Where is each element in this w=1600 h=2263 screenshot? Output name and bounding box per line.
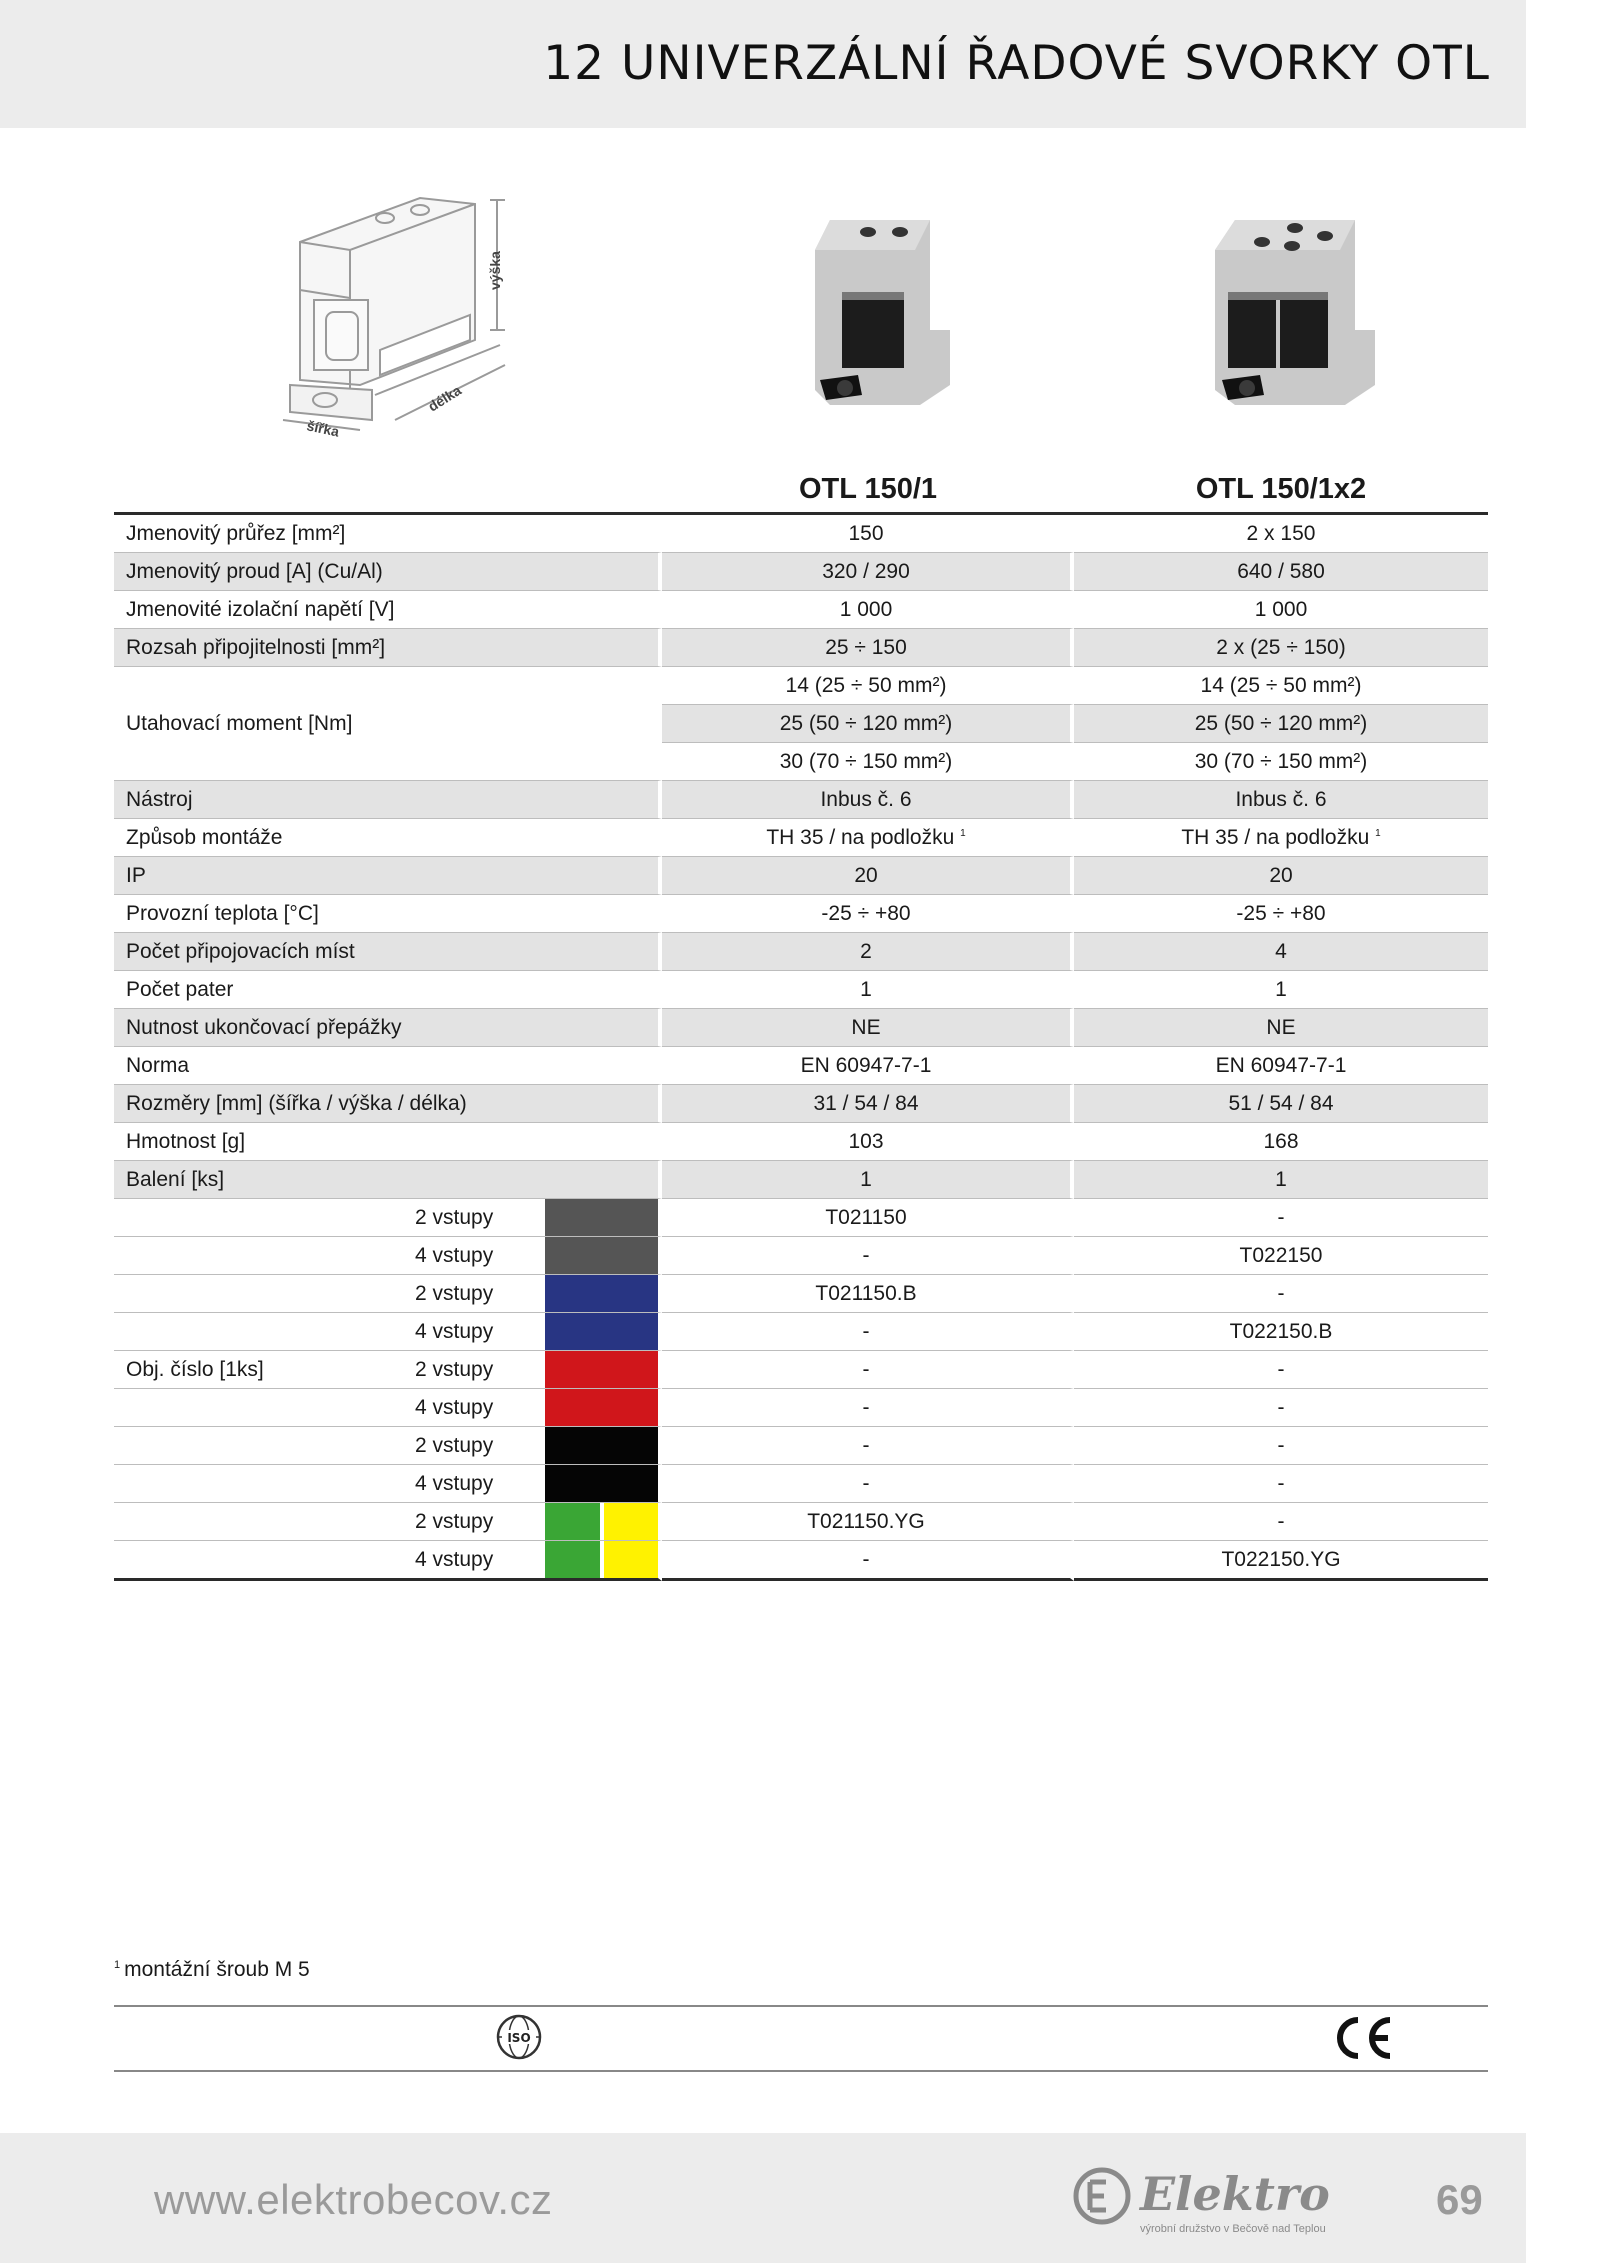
order-row xyxy=(114,1313,1488,1351)
column-header-otl-150-1: OTL 150/1 xyxy=(662,466,1074,515)
order-label xyxy=(114,1503,411,1540)
row-value-1: 20 xyxy=(662,857,1074,895)
order-label xyxy=(114,1541,411,1578)
row-value-2: 1 xyxy=(1074,1161,1488,1199)
row-value-2: 640 / 580 xyxy=(1074,553,1488,591)
row-value-1: 1 xyxy=(662,1161,1074,1199)
order-variant-cell xyxy=(114,1199,662,1237)
order-label xyxy=(114,1275,411,1312)
torque-value-1: 14 (25 ÷ 50 mm²) xyxy=(662,667,1074,705)
order-row xyxy=(114,1541,1488,1581)
order-label xyxy=(114,1389,411,1426)
row-label: Jmenovitý proud [A] (Cu/Al) xyxy=(114,553,662,591)
inputs-count: 2 vstupy xyxy=(415,1357,494,1381)
torque-value-1: 30 (70 ÷ 150 mm²) xyxy=(662,743,1074,781)
row-label: Způsob montáže xyxy=(114,819,662,857)
order-row xyxy=(114,1237,1488,1275)
row-value-1: 320 / 290 xyxy=(662,553,1074,591)
footnote-ref: 1 xyxy=(960,827,966,839)
row-value-2: Inbus č. 6 xyxy=(1074,781,1488,819)
order-label: Obj. číslo [1ks] xyxy=(126,1357,264,1381)
row-value-1: 31 / 54 / 84 xyxy=(662,1085,1074,1123)
order-variant-cell xyxy=(114,1389,662,1427)
label-width: šířka xyxy=(305,417,341,440)
row-value-2: 2 x (25 ÷ 150) xyxy=(1074,629,1488,667)
row-value-1: 2 xyxy=(662,933,1074,971)
color-swatch xyxy=(545,1313,658,1350)
row-label: Rozměry [mm] (šířka / výška / délka) xyxy=(114,1085,662,1123)
row-label: Norma xyxy=(114,1047,662,1085)
order-number-2: - xyxy=(1074,1351,1488,1389)
row-label: IP xyxy=(114,857,662,895)
order-label xyxy=(114,1465,411,1502)
order-number-2: - xyxy=(1074,1503,1488,1541)
product-photo-otl-150-1 xyxy=(815,220,950,405)
row-value-2: 1 000 xyxy=(1074,591,1488,629)
color-swatch xyxy=(545,1389,658,1426)
order-label xyxy=(114,1199,411,1236)
order-number-1: - xyxy=(662,1351,1074,1389)
dimension-drawing xyxy=(283,198,505,430)
row-label: Počet pater xyxy=(114,971,662,1009)
order-number-1: T021150.B xyxy=(662,1275,1074,1313)
order-number-1: - xyxy=(662,1427,1074,1465)
row-value-2: 20 xyxy=(1074,857,1488,895)
row-value-1: -25 ÷ +80 xyxy=(662,895,1074,933)
row-label: Hmotnost [g] xyxy=(114,1123,662,1161)
row-value-2 xyxy=(1074,819,1488,857)
order-number-2: - xyxy=(1074,1427,1488,1465)
torque-value-2: 14 (25 ÷ 50 mm²) xyxy=(1074,667,1488,705)
order-number-1: - xyxy=(662,1313,1074,1351)
row-value-1: 1 000 xyxy=(662,591,1074,629)
column-header-otl-150-1x2: OTL 150/1x2 xyxy=(1074,466,1488,515)
order-row xyxy=(114,1389,1488,1427)
order-label xyxy=(114,1427,411,1464)
inputs-count: 4 vstupy xyxy=(415,1395,494,1419)
color-swatch xyxy=(604,1541,659,1578)
order-number-2: - xyxy=(1074,1465,1488,1503)
order-variant-cell xyxy=(114,1313,662,1351)
torque-value-2: 30 (70 ÷ 150 mm²) xyxy=(1074,743,1488,781)
order-variant-cell xyxy=(114,1503,662,1541)
color-swatch xyxy=(545,1465,658,1502)
row-value-2: EN 60947-7-1 xyxy=(1074,1047,1488,1085)
color-swatch xyxy=(545,1503,604,1540)
color-swatch xyxy=(545,1237,658,1274)
order-number-2: T022150.B xyxy=(1074,1313,1488,1351)
page-number: 69 xyxy=(1436,2176,1483,2223)
row-value-1: 103 xyxy=(662,1123,1074,1161)
brand-tagline: výrobní družstvo v Bečově nad Teplou xyxy=(1140,2223,1326,2235)
order-number-2: - xyxy=(1074,1389,1488,1427)
inputs-count: 4 vstupy xyxy=(415,1547,494,1571)
row-label: Provozní teplota [°C] xyxy=(114,895,662,933)
row-label: Počet připojovacích míst xyxy=(114,933,662,971)
row-value-1: EN 60947-7-1 xyxy=(662,1047,1074,1085)
product-photo-otl-150-1x2 xyxy=(1215,220,1375,405)
order-number-1: T021150 xyxy=(662,1199,1074,1237)
color-swatch xyxy=(545,1275,658,1312)
order-row xyxy=(114,1427,1488,1465)
ce-mark-icon xyxy=(1328,2014,1396,2062)
order-number-1: T021150.YG xyxy=(662,1503,1074,1541)
color-swatch xyxy=(545,1199,658,1236)
order-label xyxy=(114,1313,411,1350)
iso-text: ISO xyxy=(507,2031,531,2045)
torque-value-2: 25 (50 ÷ 120 mm²) xyxy=(1074,705,1488,743)
order-variant-cell xyxy=(114,1351,662,1389)
footnote xyxy=(114,1958,310,1982)
row-value-2: 168 xyxy=(1074,1123,1488,1161)
color-swatch xyxy=(604,1503,659,1540)
row-value-1: Inbus č. 6 xyxy=(662,781,1074,819)
order-label xyxy=(114,1237,411,1274)
row-value-1: NE xyxy=(662,1009,1074,1047)
inputs-count: 4 vstupy xyxy=(415,1319,494,1343)
torque-label: Utahovací moment [Nm] xyxy=(114,667,662,781)
row-label: Rozsah připojitelnosti [mm²] xyxy=(114,629,662,667)
row-value-2: 1 xyxy=(1074,971,1488,1009)
row-value-1: 25 ÷ 150 xyxy=(662,629,1074,667)
order-number-1: - xyxy=(662,1389,1074,1427)
mount-text: TH 35 / na podložku xyxy=(766,825,955,849)
header-empty xyxy=(114,466,662,515)
cert-divider-top xyxy=(114,2005,1488,2007)
row-value-2: -25 ÷ +80 xyxy=(1074,895,1488,933)
order-variant-cell xyxy=(114,1541,662,1581)
order-number-2: T022150 xyxy=(1074,1237,1488,1275)
label-height: výška xyxy=(487,251,503,290)
color-swatch xyxy=(545,1541,604,1578)
order-row xyxy=(114,1465,1488,1503)
product-illustrations xyxy=(0,180,1600,480)
order-row xyxy=(114,1275,1488,1313)
row-value-1 xyxy=(662,819,1074,857)
inputs-count: 4 vstupy xyxy=(415,1243,494,1267)
order-variant-cell xyxy=(114,1427,662,1465)
order-number-1: - xyxy=(662,1465,1074,1503)
order-number-2: T022150.YG xyxy=(1074,1541,1488,1581)
mount-text: TH 35 / na podložku xyxy=(1181,825,1370,849)
footnote-ref: 1 xyxy=(1375,827,1381,839)
spec-table xyxy=(114,466,1488,1581)
inputs-count: 2 vstupy xyxy=(415,1281,494,1305)
order-variant-cell xyxy=(114,1237,662,1275)
label-length: délka xyxy=(425,381,464,415)
order-row xyxy=(114,1503,1488,1541)
color-swatch xyxy=(545,1427,658,1464)
inputs-count: 2 vstupy xyxy=(415,1433,494,1457)
elektro-brand-logo xyxy=(1068,2160,1378,2240)
order-variant-cell xyxy=(114,1275,662,1313)
row-label: Nutnost ukončovací přepážky xyxy=(114,1009,662,1047)
order-number-section xyxy=(114,1199,1488,1581)
torque-value-1: 25 (50 ÷ 120 mm²) xyxy=(662,705,1074,743)
footnote-text: montážní šroub M 5 xyxy=(124,1958,310,1981)
row-label: Jmenovité izolační napětí [V] xyxy=(114,591,662,629)
order-variant-cell xyxy=(114,1465,662,1503)
order-number-1: - xyxy=(662,1237,1074,1275)
inputs-count: 2 vstupy xyxy=(415,1509,494,1533)
iso-certification-logo xyxy=(496,2014,542,2060)
row-value-2: NE xyxy=(1074,1009,1488,1047)
row-value-2: 2 x 150 xyxy=(1074,515,1488,553)
color-swatch xyxy=(545,1351,658,1388)
order-row xyxy=(114,1199,1488,1237)
order-number-1: - xyxy=(662,1541,1074,1581)
inputs-count: 4 vstupy xyxy=(415,1471,494,1495)
website-link[interactable]: www.elektrobecov.cz xyxy=(154,2176,553,2223)
row-value-1: 150 xyxy=(662,515,1074,553)
row-value-1: 1 xyxy=(662,971,1074,1009)
row-label: Balení [ks] xyxy=(114,1161,662,1199)
row-label: Nástroj xyxy=(114,781,662,819)
row-value-2: 51 / 54 / 84 xyxy=(1074,1085,1488,1123)
order-number-2: - xyxy=(1074,1199,1488,1237)
cert-divider-bottom xyxy=(114,2070,1488,2072)
order-row xyxy=(114,1351,1488,1389)
footnote-mark: 1 xyxy=(114,1959,121,1971)
order-number-2: - xyxy=(1074,1275,1488,1313)
page-title: 12 UNIVERZÁLNÍ ŘADOVÉ SVORKY OTL xyxy=(543,36,1490,91)
row-label: Jmenovitý průřez [mm²] xyxy=(114,515,662,553)
row-value-2: 4 xyxy=(1074,933,1488,971)
inputs-count: 2 vstupy xyxy=(415,1205,494,1229)
brand-name: Elektro xyxy=(1140,2167,1330,2221)
